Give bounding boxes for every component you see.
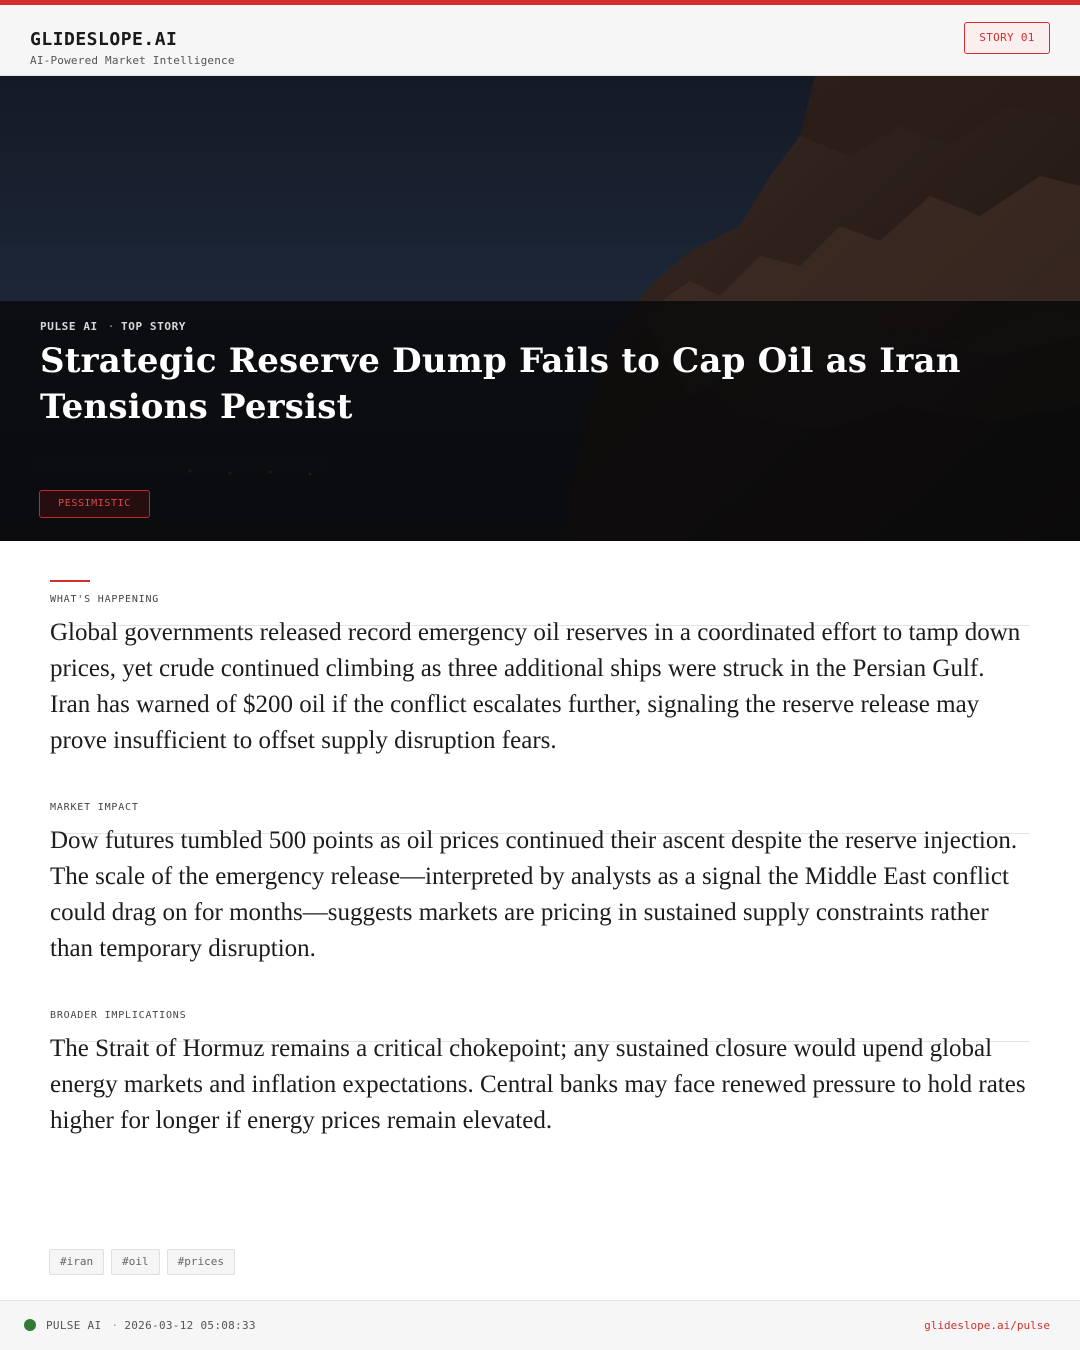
kicker-separator: · <box>107 320 116 333</box>
story-number-badge: STORY 01 <box>964 22 1050 54</box>
footer-meta <box>46 1319 256 1332</box>
site-header <box>0 5 1080 76</box>
brand-tagline: AI-Powered Market Intelligence <box>30 54 235 67</box>
section-label-whats-happening: WHAT'S HAPPENING <box>50 594 160 605</box>
site-footer <box>0 1300 1080 1350</box>
live-status-dot-icon <box>24 1319 36 1331</box>
section-accent-rule <box>50 580 90 582</box>
section-label-market-impact: MARKET IMPACT <box>50 802 139 813</box>
story-kicker <box>40 320 186 333</box>
kicker-source: PULSE AI <box>40 320 98 333</box>
section-body-broader-implications: The Strait of Hormuz remains a critical chokepoint; any sustained closure would upend global energy markets and inflation expectations. Central banks may face renewed pressure to hold rates higher for longer if energy prices remain elevated. <box>50 1035 1026 1134</box>
section-body-whats-happening: Global governments released record emergency oil reserves in a coordinated effort to tamp down prices, yet crude continued climbing as three additional ships were struck in the Persian Gulf. Iran has warned of $200 oil if the conflict escalates further, signaling the reserve release may prove insufficient to offset supply disruption fears. <box>50 619 1021 754</box>
brand-logo[interactable]: GLIDESLOPE.AI <box>30 29 178 50</box>
story-headline: Strategic Reserve Dump Fails to Cap Oil as Iran Tensions Persist <box>40 341 961 427</box>
tag-oil[interactable]: #oil <box>111 1249 160 1275</box>
tag-list <box>49 1249 235 1275</box>
hero-banner <box>0 76 1080 541</box>
sentiment-badge: PESSIMISTIC <box>39 490 150 518</box>
section-label-broader-implications: BROADER IMPLICATIONS <box>50 1010 187 1021</box>
kicker-category: TOP STORY <box>121 320 187 333</box>
tag-prices[interactable]: #prices <box>167 1249 235 1275</box>
section-body-market-impact: Dow futures tumbled 500 points as oil prices continued their ascent despite the reserve injection. The scale of the emergency release—interpreted by analysts as a signal the Middle East conflict could drag on for months—suggests markets are pricing in sustained supply constraints rather than temporary disruption. <box>50 827 1018 962</box>
footer-timestamp: 2026-03-12 05:08:33 <box>124 1319 256 1332</box>
tag-iran[interactable]: #iran <box>49 1249 104 1275</box>
footer-separator: · <box>111 1319 119 1332</box>
footer-source: PULSE AI <box>46 1319 102 1332</box>
footer-pulse-link[interactable]: glideslope.ai/pulse <box>924 1319 1050 1332</box>
